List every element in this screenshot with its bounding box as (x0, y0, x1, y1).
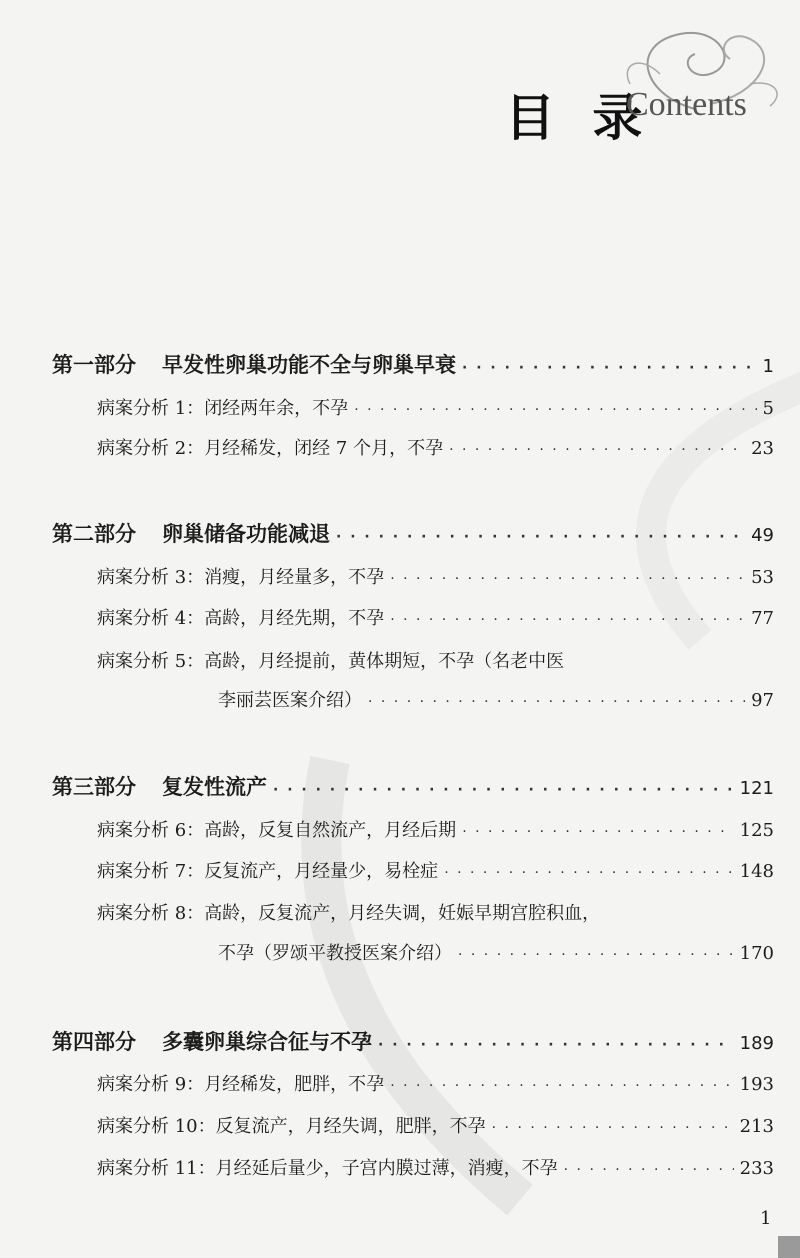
dot-leader (444, 865, 733, 881)
case-entry-8[interactable] (97, 899, 774, 925)
section-3[interactable] (52, 771, 774, 801)
case-page: 233 (739, 1158, 774, 1179)
case-text: 高龄，月经先期，不孕 (204, 608, 385, 629)
case-text: 高龄，反复自然流产，月经后期 (204, 820, 457, 841)
case-label: 病案分析 7： (97, 861, 205, 882)
dot-leader (336, 529, 745, 545)
case-entry-3[interactable] (97, 563, 774, 589)
case-page: 148 (739, 861, 774, 882)
case-text: 反复流产，月经失调，肥胖，不孕 (215, 1116, 486, 1137)
dot-leader (368, 694, 745, 710)
case-label: 病案分析 11： (97, 1158, 216, 1179)
case-label: 病案分析 5： (97, 651, 205, 672)
case-page: 193 (739, 1074, 774, 1095)
dot-leader (273, 782, 734, 798)
case-entry-8-continued[interactable] (218, 939, 774, 965)
case-label: 病案分析 10： (97, 1116, 216, 1137)
case-text: 月经稀发，肥胖，不孕 (204, 1074, 385, 1095)
section-4[interactable] (52, 1026, 774, 1056)
case-text: 高龄，月经提前，黄体期短，不孕（名老中医 (204, 651, 565, 672)
section-label: 第四部分 (52, 1030, 136, 1054)
case-page: 53 (751, 567, 774, 588)
case-page: 23 (751, 438, 774, 459)
dot-leader (390, 612, 745, 628)
case-page: 125 (739, 820, 774, 841)
case-text: 月经延后量少，子宫内膜过薄，消瘦，不孕 (215, 1158, 558, 1179)
case-label: 病案分析 6： (97, 820, 205, 841)
dot-leader (564, 1162, 734, 1178)
dot-leader (462, 360, 757, 376)
case-entry-11[interactable] (97, 1154, 774, 1180)
section-2[interactable] (52, 518, 774, 548)
case-text: 消瘦，月经量多，不孕 (204, 567, 385, 588)
case-text-continued: 李丽芸医案介绍） (218, 690, 362, 711)
case-entry-7[interactable] (97, 857, 774, 883)
case-page: 97 (751, 690, 774, 711)
case-text: 反复流产，月经量少，易栓症 (204, 861, 439, 882)
case-page: 5 (762, 398, 774, 419)
dot-leader (390, 1078, 733, 1094)
case-label: 病案分析 8： (97, 903, 205, 924)
section-title: 复发性流产 (162, 775, 267, 799)
section-title: 卵巢储备功能减退 (162, 522, 330, 546)
case-label: 病案分析 3： (97, 567, 205, 588)
case-label: 病案分析 4： (97, 608, 205, 629)
dot-leader (462, 824, 733, 840)
dot-leader (378, 1037, 734, 1053)
dot-leader (449, 442, 745, 458)
page-number: 1 (760, 1208, 772, 1229)
case-entry-9[interactable] (97, 1070, 774, 1096)
section-1[interactable] (52, 349, 774, 379)
case-text-continued: 不孕（罗颂平教授医案介绍） (218, 943, 452, 964)
case-page: 77 (751, 608, 774, 629)
section-page: 189 (739, 1033, 774, 1054)
case-label: 病案分析 1： (97, 398, 205, 419)
page-title: 目 录 (505, 89, 653, 147)
section-title: 多囊卵巢综合征与不孕 (162, 1030, 372, 1054)
case-entry-2[interactable] (97, 434, 774, 460)
case-page: 213 (739, 1116, 774, 1137)
section-page: 49 (751, 525, 774, 546)
dot-leader (492, 1120, 734, 1136)
case-entry-6[interactable] (97, 816, 774, 842)
case-entry-5-continued[interactable] (218, 686, 774, 712)
section-label: 第二部分 (52, 522, 136, 546)
section-page: 1 (762, 356, 774, 377)
case-label: 病案分析 2： (97, 438, 205, 459)
page-title-english: Contents (626, 86, 747, 123)
dot-leader (390, 571, 745, 587)
section-page: 121 (739, 778, 774, 799)
case-text: 闭经两年余，不孕 (204, 398, 349, 419)
dot-leader (458, 947, 734, 963)
case-entry-5[interactable] (97, 647, 774, 673)
corner-mark (778, 1236, 800, 1258)
case-label: 病案分析 9： (97, 1074, 205, 1095)
case-entry-10[interactable] (97, 1112, 774, 1138)
case-entry-1[interactable] (97, 394, 774, 420)
section-label: 第一部分 (52, 353, 136, 377)
dot-leader (354, 402, 756, 418)
case-text: 月经稀发，闭经 7 个月，不孕 (204, 438, 444, 459)
case-page: 170 (739, 943, 774, 964)
section-title: 早发性卵巢功能不全与卵巢早衰 (162, 353, 456, 377)
section-label: 第三部分 (52, 775, 136, 799)
case-entry-4[interactable] (97, 604, 774, 630)
case-text: 高龄，反复流产，月经失调，妊娠早期宫腔积血， (204, 903, 601, 924)
